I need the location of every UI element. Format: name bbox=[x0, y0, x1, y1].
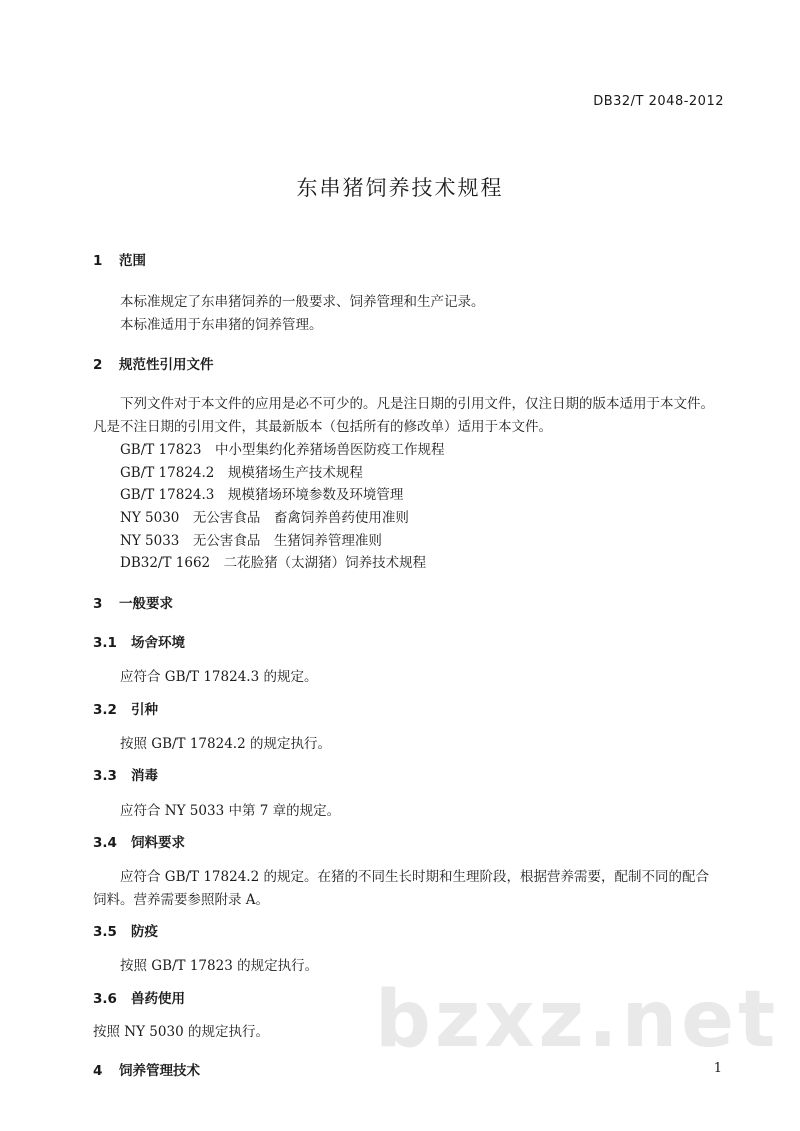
page-number: 1 bbox=[713, 1061, 722, 1076]
subsection-number: 3.3 bbox=[93, 768, 117, 784]
paragraph: 本标准适用于东串猪的饲养管理。 bbox=[120, 317, 323, 333]
section-number: 1 bbox=[93, 253, 103, 269]
section-title: 范围 bbox=[119, 253, 146, 269]
section-title: 饲养管理技术 bbox=[119, 1063, 200, 1079]
section-title: 一般要求 bbox=[119, 596, 173, 612]
reference-item: NY 5033 无公害食品 生猪饲养管理准则 bbox=[120, 533, 382, 549]
subsection-title: 兽药使用 bbox=[131, 991, 185, 1007]
subsection-title: 场舍环境 bbox=[131, 635, 185, 651]
subsection-number: 3.5 bbox=[93, 924, 117, 940]
subsection-number: 3.4 bbox=[93, 835, 117, 851]
paragraph: 按照 GB/T 17824.2 的规定执行。 bbox=[120, 736, 331, 752]
subsection-heading bbox=[93, 631, 185, 651]
subsection-heading bbox=[93, 764, 158, 784]
paragraph: 应符合 NY 5033 中第 7 章的规定。 bbox=[120, 803, 341, 819]
section-heading-management bbox=[93, 1059, 200, 1079]
subsection-heading bbox=[93, 987, 185, 1007]
reference-item: GB/T 17824.2 规模猪场生产技术规程 bbox=[120, 465, 363, 481]
reference-item: GB/T 17824.3 规模猪场环境参数及环境管理 bbox=[120, 487, 404, 503]
subsection-heading bbox=[93, 831, 185, 851]
section-heading-scope bbox=[93, 249, 146, 269]
subsection-title: 引种 bbox=[131, 702, 158, 718]
paragraph: 应符合 GB/T 17824.3 的规定。 bbox=[120, 669, 318, 685]
subsection-heading bbox=[93, 698, 158, 718]
subsection-number: 3.2 bbox=[93, 702, 117, 718]
subsection-number: 3.1 bbox=[93, 635, 117, 651]
subsection-heading bbox=[93, 920, 158, 940]
section-title: 规范性引用文件 bbox=[119, 357, 214, 373]
section-number: 2 bbox=[93, 357, 103, 373]
subsection-title: 消毒 bbox=[131, 768, 158, 784]
paragraph: 应符合 GB/T 17824.2 的规定。在猪的不同生长时期和生理阶段，根据营养需要，配制不同的配合 bbox=[120, 869, 709, 885]
subsection-title: 防疫 bbox=[131, 924, 158, 940]
subsection-title: 饲料要求 bbox=[131, 835, 185, 851]
reference-item: DB32/T 1662 二花脸猪（太湖猪）饲养技术规程 bbox=[120, 555, 427, 571]
paragraph: 本标准规定了东串猪饲养的一般要求、饲养管理和生产记录。 bbox=[120, 294, 485, 310]
paragraph: 凡是不注日期的引用文件，其最新版本（包括所有的修改单）适用于本文件。 bbox=[93, 419, 552, 435]
section-heading-general bbox=[93, 592, 173, 612]
document-number: DB32/T 2048-2012 bbox=[593, 94, 724, 109]
paragraph: 下列文件对于本文件的应用是必不可少的。凡是注日期的引用文件，仅注日期的版本适用于本文件。 bbox=[120, 396, 714, 412]
paragraph: 按照 GB/T 17823 的规定执行。 bbox=[120, 958, 319, 974]
page-title: 东串猪饲养技术规程 bbox=[296, 176, 504, 200]
paragraph: 按照 NY 5030 的规定执行。 bbox=[93, 1024, 269, 1040]
section-number: 3 bbox=[93, 596, 103, 612]
subsection-number: 3.6 bbox=[93, 991, 117, 1007]
section-heading-references bbox=[93, 353, 214, 373]
paragraph: 饲料。营养需要参照附录 A。 bbox=[93, 892, 270, 908]
reference-item: GB/T 17823 中小型集约化养猪场兽医防疫工作规程 bbox=[120, 442, 445, 458]
reference-item: NY 5030 无公害食品 畜禽饲养兽药使用准则 bbox=[120, 510, 409, 526]
section-number: 4 bbox=[93, 1063, 103, 1079]
watermark: bzxz.net bbox=[375, 975, 780, 1065]
